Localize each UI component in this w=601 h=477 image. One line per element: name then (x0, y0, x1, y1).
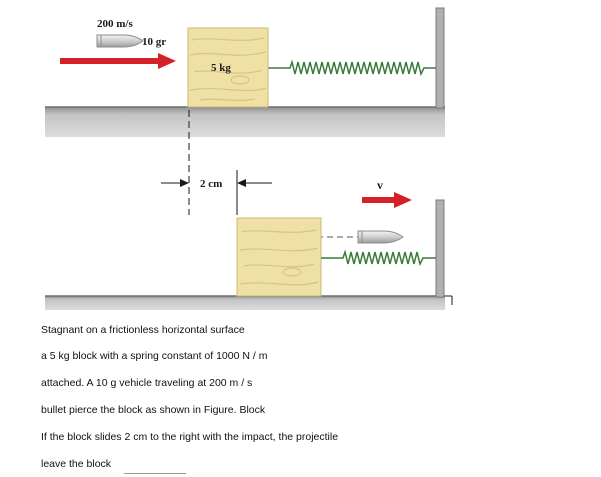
bottom-red-arrow (362, 192, 412, 208)
problem-line-5: If the block slides 2 cm to the right with the impact, the projectile (41, 431, 339, 443)
speed-label: 200 m/s (97, 18, 133, 30)
problem-line-6: leave the block (41, 458, 112, 470)
bottom-floor (45, 296, 445, 310)
bottom-block (237, 218, 321, 296)
block-mass-label: 5 kg (211, 62, 231, 74)
problem-line-2: a 5 kg block with a spring constant of 1000 N / m (41, 350, 268, 362)
top-red-arrow (60, 53, 176, 69)
problem-line-4: bullet pierce the block as shown in Figure. Block (41, 404, 266, 416)
velocity-label: v (377, 178, 383, 192)
bottom-wall (436, 200, 444, 297)
bullet-mass-label: 10 gr (142, 36, 167, 48)
displacement-label: 2 cm (200, 178, 223, 190)
bottom-bullet (358, 231, 403, 243)
bottom-panel (45, 178, 452, 310)
bottom-spring (321, 252, 436, 264)
problem-line-1: Stagnant on a frictionless horizontal surface (41, 324, 245, 336)
top-spring (268, 62, 436, 74)
top-floor (45, 107, 445, 137)
top-bullet (97, 35, 143, 47)
top-wall (436, 8, 444, 108)
answer-blank (124, 473, 186, 474)
problem-line-3: attached. A 10 g vehicle traveling at 200 m / s (41, 377, 253, 389)
top-panel (45, 8, 445, 137)
